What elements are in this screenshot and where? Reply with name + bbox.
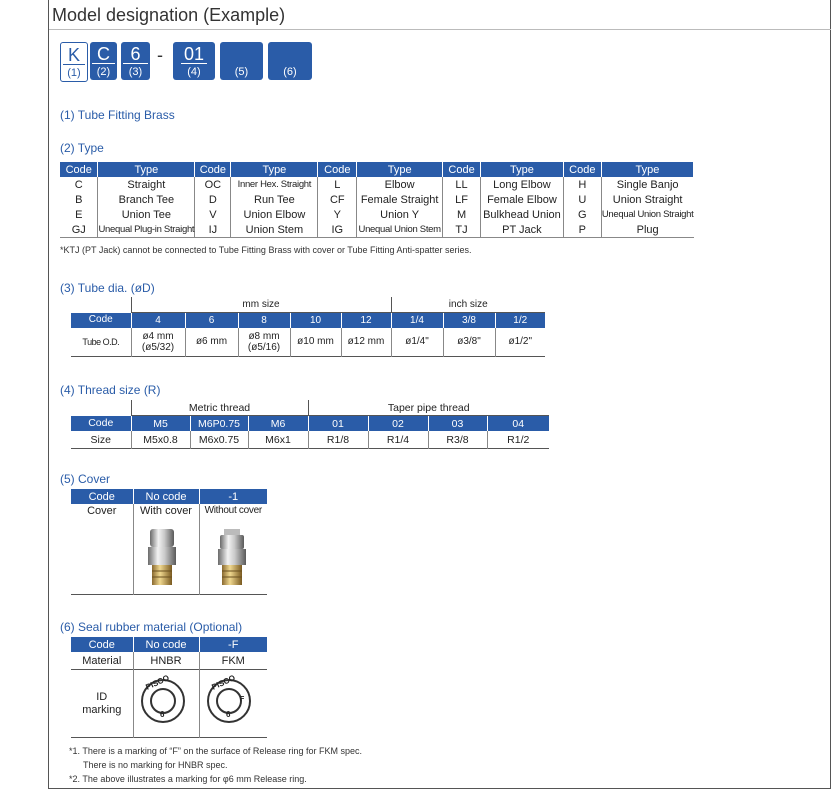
header-type: Type (98, 162, 195, 177)
code-cell: -F (199, 637, 267, 652)
size-cell: R1/2 (487, 431, 549, 449)
cell-type: Female Straight (357, 192, 443, 207)
cell-type: Straight (98, 177, 195, 192)
size-cell: R1/4 (368, 431, 428, 449)
footnote-1b: There is no marking for HNBR spec. (83, 760, 228, 770)
value-cell: ø8 mm (ø5/16) (238, 328, 290, 357)
cell-code: IG (318, 222, 357, 238)
id-marking-label: ID marking (82, 690, 122, 716)
cell-type: Union Tee (98, 207, 195, 222)
cell-type: Long Elbow (481, 177, 564, 192)
material-cell: FKM (199, 652, 267, 670)
value-cell: ø3/8" (443, 328, 495, 357)
without-cover-cell: Without cover (199, 504, 267, 595)
code-cell: No code (133, 489, 199, 504)
cell-type: Single Banjo (616, 178, 679, 191)
cell-code: M (443, 207, 481, 222)
page-title: Model designation (Example) (52, 5, 286, 25)
code-cell: -1 (199, 489, 267, 504)
code-cell: M6P0.75 (190, 416, 248, 432)
header-code: Code (318, 162, 357, 177)
cell-type: Elbow (357, 177, 443, 192)
code-label: Code (71, 313, 131, 329)
cell-code: B (60, 192, 98, 207)
section-5-title: (5) Cover (60, 472, 111, 486)
table-row (60, 177, 694, 192)
cell-code: P (563, 222, 601, 238)
cell-code: G (563, 207, 601, 222)
cell-code: V (195, 207, 231, 222)
header-code: Code (443, 162, 481, 177)
header-code: Code (60, 162, 98, 177)
value-cell: ø12 mm (341, 328, 391, 357)
cell-code: D (195, 192, 231, 207)
cell-type: Union Stem (231, 222, 318, 238)
model-box-2: C (2) (90, 42, 117, 80)
cell-code: C (60, 177, 98, 192)
code-cell: 3/8 (443, 313, 495, 329)
cell-code: GJ (60, 222, 98, 238)
value-cell: ø1/2" (495, 328, 545, 357)
cell-type: Branch Tee (98, 192, 195, 207)
footnote-2: *2. The above illustrates a marking for φ6 mm Release ring. (69, 774, 307, 784)
cell-type: Unequal Union Stem (357, 222, 443, 238)
table-row (60, 222, 694, 238)
code-cell: M6 (248, 416, 308, 432)
size-cell: M5x0.8 (131, 431, 190, 449)
pisco-marking-hnbr: PISCO 6 (141, 679, 185, 723)
cell-type: Bulkhead Union (481, 207, 564, 222)
size-cell: M6x1 (248, 431, 308, 449)
cell-code: LF (443, 192, 481, 207)
code-cell: 1/2 (495, 313, 545, 329)
cell-code: E (60, 207, 98, 222)
tube-dia-table (71, 297, 545, 357)
section-2-title: (2) Type (60, 141, 104, 155)
header-type: Type (357, 162, 443, 177)
code-cell: 10 (290, 313, 341, 329)
cell-code: CF (318, 192, 357, 207)
row-label: Tube O.D. (82, 337, 120, 347)
code-cell: 03 (428, 416, 487, 432)
size-label: Size (90, 433, 111, 446)
group-inch-size: inch size (391, 297, 545, 313)
code-label: Code (71, 637, 133, 652)
type-table (60, 162, 694, 238)
cell-code: H (563, 177, 601, 192)
value-cell: ø4 mm (ø5/32) (131, 328, 185, 357)
code-cell: M5 (131, 416, 190, 432)
code-cell: No code (133, 637, 199, 652)
cell-type: Female Elbow (481, 192, 564, 207)
code-cell: 6 (185, 313, 238, 329)
header-type: Type (601, 162, 693, 177)
section-1-title: (1) Tube Fitting Brass (60, 108, 175, 122)
cell-type: Union Straight (612, 193, 683, 206)
cell-type: Union Y (357, 207, 443, 222)
cell-type: Union Elbow (231, 207, 318, 222)
fitting-with-cover-image (145, 527, 179, 587)
section-6-title: (6) Seal rubber material (Optional) (60, 620, 243, 634)
model-box-1: K (1) (60, 42, 88, 82)
type-note: *KTJ (PT Jack) cannot be connected to Tube Fitting Brass with cover or Tube Fitting Anti-spatter series. (60, 245, 472, 255)
model-box-6: (6) (268, 42, 312, 80)
model-box-3: 6 (3) (121, 42, 150, 80)
size-cell: M6x0.75 (190, 431, 248, 449)
cell-type: Unequal Plug-in Straight (98, 222, 195, 238)
code-label: Code (71, 489, 133, 504)
table-row (60, 207, 694, 222)
model-box-5: (5) (220, 42, 263, 80)
cell-type: Plug (601, 222, 693, 238)
value-cell: ø10 mm (290, 328, 341, 357)
cell-type: PT Jack (481, 222, 564, 238)
code-cell: 04 (487, 416, 549, 432)
cell-code: Y (318, 207, 357, 222)
cell-code: IJ (195, 222, 231, 238)
value-cell: ø1/4" (391, 328, 443, 357)
cell-code: U (563, 192, 601, 207)
material-cell: HNBR (133, 652, 199, 670)
cell-type: Unequal Union Straight (601, 208, 694, 220)
cell-code: L (318, 177, 357, 192)
type-table-header (60, 162, 694, 177)
code-cell: 4 (131, 313, 185, 329)
cell-code: TJ (443, 222, 481, 238)
cell-type: Inner Hex. Straight (231, 177, 318, 192)
group-taper-pipe-thread: Taper pipe thread (308, 400, 549, 416)
cell-type: Run Tee (231, 192, 318, 207)
code-cell: 1/4 (391, 313, 443, 329)
group-mm-size: mm size (131, 297, 391, 313)
cell-code: OC (195, 177, 231, 192)
code-label: Code (71, 416, 131, 432)
section-3-title: (3) Tube dia. (øD) (60, 281, 155, 295)
pisco-marking-fkm: PISCO 6 F (207, 679, 251, 723)
header-code: Code (563, 162, 601, 177)
code-cell: 01 (308, 416, 368, 432)
group-metric-thread: Metric thread (131, 400, 308, 416)
cell-code: LL (443, 177, 481, 192)
title-divider (49, 29, 831, 30)
code-cell: 02 (368, 416, 428, 432)
value-cell: ø6 mm (185, 328, 238, 357)
size-cell: R1/8 (308, 431, 368, 449)
thread-size-table (71, 400, 549, 449)
footnote-1: *1. There is a marking of “F” on the surface of Release ring for FKM spec. (69, 746, 362, 756)
code-cell: 12 (341, 313, 391, 329)
model-box-4: 01 (4) (173, 42, 215, 80)
with-cover-cell: With cover (133, 504, 199, 595)
code-cell: 8 (238, 313, 290, 329)
fitting-without-cover-image (215, 529, 249, 587)
header-type: Type (231, 162, 318, 177)
size-cell: R3/8 (428, 431, 487, 449)
table-row (60, 192, 694, 207)
cover-label: Cover (87, 505, 117, 517)
header-type: Type (481, 162, 564, 177)
section-4-title: (4) Thread size (R) (60, 383, 161, 397)
model-dash: - (157, 45, 163, 65)
header-code: Code (195, 162, 231, 177)
material-label: Material (82, 654, 122, 667)
